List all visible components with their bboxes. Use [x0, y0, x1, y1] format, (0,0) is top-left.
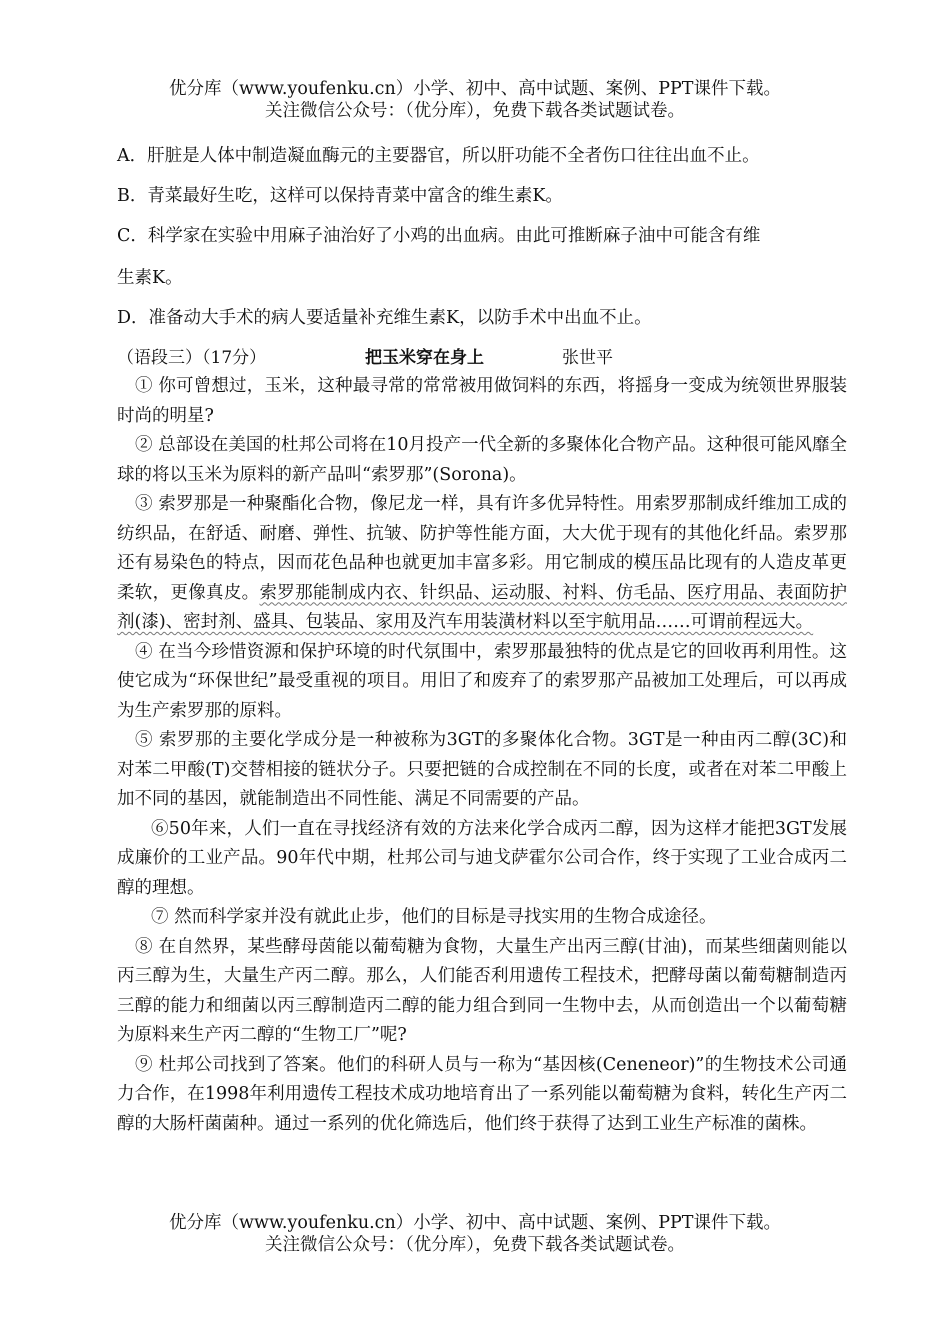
paragraph-9: ⑨ 杜邦公司找到了答案。他们的科研人员与一称为“基因核(Ceneneor)”的生物技术公司通力合作，在1998年利用遗传工程技术成功地培育出了一系列能以葡萄糖为食料，转化生产丙二醇的大肠杆菌菌种。通过一系列的优化筛选后，他们终于获得了达到工业生产标准的菌株。 — [117, 1054, 847, 1134]
paragraph-6: ⑥50年来，人们一直在寻找经济有效的方法来化学合成丙二醇，因为这样才能把3GT发展成廉价的工业产品。90年代中期，杜邦公司与迪戈萨霍尔公司合作，终于实现了工业合成丙二醇的理想。 — [117, 818, 847, 898]
passage-body — [117, 372, 847, 1139]
passage-author: 张世平 — [562, 348, 613, 368]
passage-title: 把玉米穿在身上 — [365, 348, 484, 368]
option-b: B．青菜最好生吃，这样可以保持青菜中富含的维生素K。 — [117, 186, 563, 206]
page-header — [0, 78, 950, 122]
paragraph-4: ④ 在当今珍惜资源和保护环境的时代氛围中，索罗那最独特的优点是它的回收再利用性。这使它成为“环保世纪”最受重视的项目。用旧了和废弃了的索罗那产品被加工处理后，可以再成为生产索罗那的原料。 — [117, 641, 847, 721]
page-footer — [0, 1212, 950, 1256]
paragraph-5: ⑤ 索罗那的主要化学成分是一种被称为3GT的多聚体化合物。3GT是一种由丙二醇(3C)和对苯二甲酸(T)交替相接的链状分子。只要把链的合成控制在不同的长度，或者在对苯二甲酸上加不同的基因，就能制造出不同性能、满足不同需要的产品。 — [117, 730, 847, 809]
paragraph-3 — [117, 490, 847, 638]
option-c-continued: 生素K。 — [117, 268, 183, 288]
header-line-1: 优分库（www.youfenku.cn）小学、初中、高中试题、案例、PPT课件下载。 — [169, 79, 781, 99]
paragraph-3-underlined: 索罗那能制成内衣、针织品、运动服、衬料、仿毛品、医疗用品、表面防护剂(漆)、密封剂、盛具、包装品、家用及汽车用装潢材料以至宇航用品……可谓前程远大。 — [117, 582, 847, 632]
header-line-2: 关注微信公众号：（优分库），免费下载各类试题试卷。 — [265, 101, 685, 121]
option-a: A．肝脏是人体中制造凝血酶元的主要器官，所以肝功能不全者伤口往往出血不止。 — [117, 146, 760, 166]
paragraph-8: ⑧ 在自然界，某些酵母茵能以葡萄糖为食物，大量生产出丙三醇(甘油)，而某些细菌则能以丙三醇为生，大量生产丙二醇。那么，人们能否利用遗传工程技术，把酵母菌以葡萄糖制造丙三醇的能力和细菌以丙三醇制造丙二醇的能力组合到同一生物中去，从而创造出一个以葡萄糖为原料来生产丙二醇的“生物工厂”呢? — [117, 936, 847, 1045]
paragraph-1: ① 你可曾想过，玉米，这种最寻常的常常被用做饲料的东西，将摇身一变成为统领世界服装时尚的明星? — [117, 376, 847, 426]
option-c: C．科学家在实验中用麻子油治好了小鸡的出血病。由此可推断麻子油中可能含有维 — [117, 226, 761, 246]
footer-line-1: 优分库（www.youfenku.cn）小学、初中、高中试题、案例、PPT课件下载。 — [169, 1213, 781, 1233]
paragraph-3-text: ③ 索罗那是一种聚酯化合物，像尼龙一样，具有许多优异特性。用索罗那制成纤维加工成的纺织品，在舒适、耐磨、弹性、抗皱、防护等性能方面，大大优于现有的其他化纤品。索罗那还有易染色的特点，因而花色品种也就更加丰富多彩。用它制成的模压品比现有的人造皮革更柔软，更像真皮。 — [117, 494, 847, 603]
paragraph-2: ② 总部设在美国的杜邦公司将在10月投产一代全新的多聚体化合物产品。这种很可能风靡全球的将以玉米为原料的新产品叫“索罗那”(Sorona)。 — [117, 435, 847, 485]
section-label: （语段三）（17分） — [117, 348, 267, 368]
footer-line-2: 关注微信公众号：（优分库），免费下载各类试题试卷。 — [265, 1235, 685, 1255]
option-d: D．准备动大手术的病人要适量补充维生素K，以防手术中出血不止。 — [117, 308, 652, 328]
paragraph-7: ⑦ 然而科学家并没有就此止步，他们的目标是寻找实用的生物合成途径。 — [151, 907, 717, 927]
